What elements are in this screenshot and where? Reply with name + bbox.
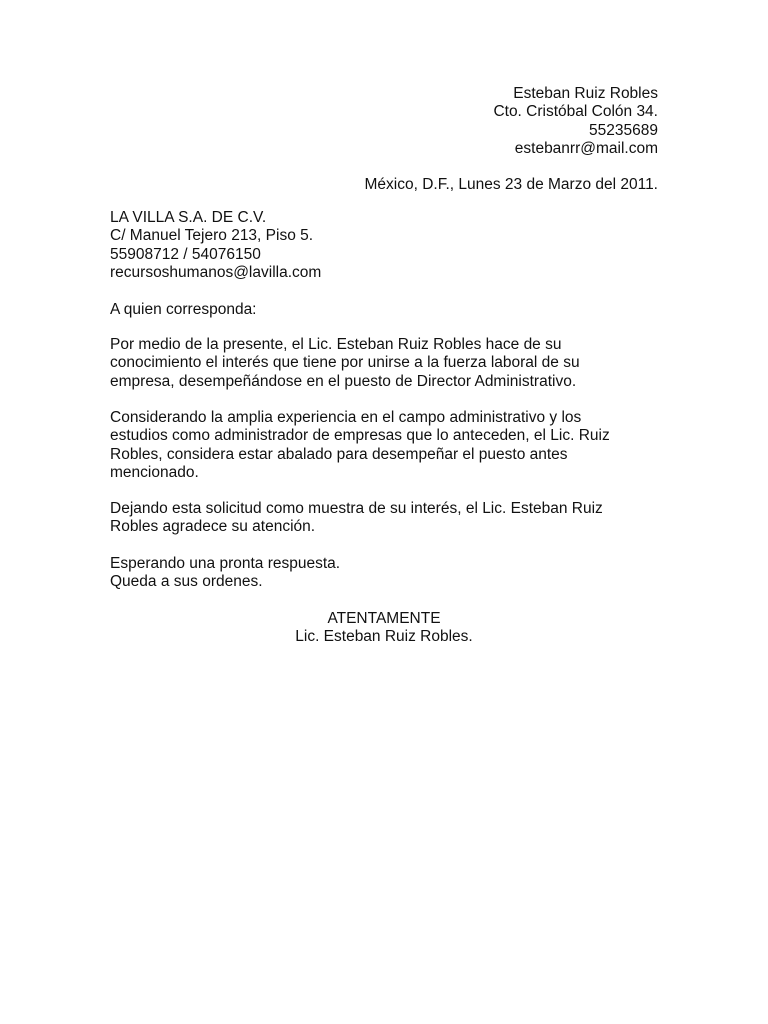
closing-line-2: Queda a sus ordenes. bbox=[110, 573, 263, 591]
closing-line-1: Esperando una pronta respuesta. bbox=[110, 555, 341, 572]
paragraph-line: conocimiento el interés que tiene por unirse a la fuerza laboral de su bbox=[110, 354, 580, 372]
recipient-phones: 55908712 / 54076150 bbox=[110, 245, 261, 263]
sender-block bbox=[493, 85, 658, 158]
body-paragraph-2 bbox=[110, 409, 670, 482]
signature-name: Lic. Esteban Ruiz Robles. bbox=[295, 628, 473, 646]
recipient-company: LA VILLA S.A. DE C.V. bbox=[110, 209, 267, 226]
sender-address: Cto. Cristóbal Colón 34. bbox=[493, 103, 658, 121]
recipient-address: C/ Manuel Tejero 213, Piso 5. bbox=[110, 227, 314, 245]
paragraph-line: mencionado. bbox=[110, 463, 199, 481]
body-paragraph-3 bbox=[110, 500, 670, 537]
paragraph-line: Robles agradece su atención. bbox=[110, 518, 316, 536]
paragraph-line: estudios como administrador de empresas que lo anteceden, el Lic. Ruiz bbox=[110, 427, 610, 445]
paragraph-line: empresa, desempeñándose en el puesto de Director Administrativo. bbox=[110, 372, 577, 390]
body-paragraph-1 bbox=[110, 336, 670, 391]
sender-name: Esteban Ruiz Robles bbox=[513, 85, 658, 102]
salutation bbox=[110, 301, 257, 319]
closing-block bbox=[110, 555, 340, 592]
date-text: México, D.F., Lunes 23 de Marzo del 2011. bbox=[364, 176, 658, 193]
recipient-email: recursoshumanos@lavilla.com bbox=[110, 263, 322, 281]
paragraph-line: Considerando la amplia experiencia en el campo administrativo y los bbox=[110, 409, 582, 426]
paragraph-line: Dejando esta solicitud como muestra de su interés, el Lic. Esteban Ruiz bbox=[110, 500, 603, 517]
paragraph-line: Por medio de la presente, el Lic. Esteban Ruiz Robles hace de su bbox=[110, 336, 562, 353]
paragraph-line: Robles, considera estar abalado para desempeñar el puesto antes bbox=[110, 445, 568, 463]
recipient-block bbox=[110, 209, 321, 282]
sender-phone: 55235689 bbox=[589, 121, 658, 139]
sender-email: estebanrr@mail.com bbox=[514, 139, 658, 157]
signature-block bbox=[0, 610, 768, 647]
valediction: ATENTAMENTE bbox=[327, 610, 441, 627]
date-line bbox=[364, 176, 658, 194]
salutation-text: A quien corresponda: bbox=[110, 301, 257, 318]
